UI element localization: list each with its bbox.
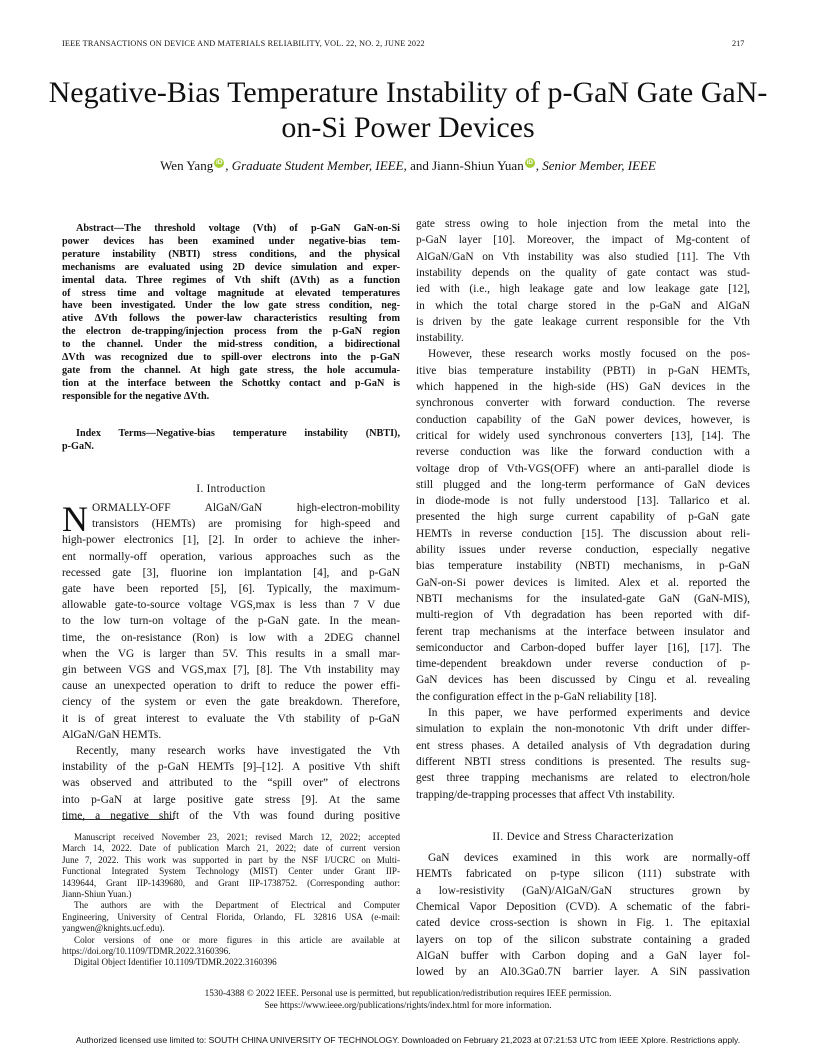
section-two-line: AlGaN buffer with Carbon doping and a GaN layer fol-	[416, 949, 750, 962]
intro-line: recessed gate [3], fluorine ion implantation [4], and p-GaN	[62, 566, 400, 579]
abstract-line: have been investigated. Under the low gate stress condition, neg-	[62, 300, 400, 312]
intro-line: to the low turn-on voltage of the p-GaN gate. In the mean-	[62, 615, 400, 628]
body-line: p-GaN layer [10]. Moreover, the impact of Mg-content of	[416, 234, 750, 247]
intro-line: was observed and attributed to the “spill over” of electrons	[62, 777, 400, 790]
body-line: in diode-mode is not fully understood [13]. Tallarico et al.	[416, 495, 750, 508]
body-line: in which the total charge stored in the p-GaN and AlGaN	[416, 299, 750, 312]
body-line: ied with (i.e., high leakage gate and low leakage gate [12],	[416, 283, 750, 296]
download-notice: Authorized licensed use limited to: SOUTH CHINA UNIVERSITY OF TECHNOLOGY. Downloaded on February 21,2023 at 07:21:53 UTC from IEEE Xplore. Restrictions apply.	[75, 1035, 741, 1045]
body-line: time-dependent breakdown under reverse conduction of p-	[416, 658, 750, 671]
body-line: ferent trap mechanisms at the interface between insulator and	[416, 625, 750, 638]
footnote-line: Engineering, University of Central Florida, Orlando, FL 32816 USA (e-mail:	[62, 911, 400, 922]
introduction-body	[62, 500, 400, 824]
footnote-line: Functional Integrated System Technology (MIST) Center under Grant IIP-	[62, 866, 400, 877]
section-numeral: II.	[492, 831, 504, 843]
author-line: Wen Yang iD , Graduate Student Member, IEEE, and Jiann-Shiun Yuan iD , Senior Member, IEEE	[160, 158, 656, 173]
abstract-line: to the channel. Under the mid-stress condition, a bidirectional	[62, 339, 400, 351]
abstract-line: imental data. Three regimes of Vth shift (ΔVth) as a function	[62, 274, 400, 286]
footnote-line: https://doi.org/10.1109/TDMR.2022.3160396.	[62, 946, 231, 956]
index-terms-line: Index Terms—Negative-bias temperature instability (NBTI),	[76, 428, 400, 439]
footnote-line: Digital Object Identifier 10.1109/TDMR.2022.3160396	[74, 957, 277, 968]
intro-line: it is of great interest to evaluate the Vth stability of p-GaN	[62, 712, 400, 725]
footnote-line: The authors are with the Department of Electrical and Computer	[74, 900, 400, 911]
intro-line: time, the on-resistance (Ron) is low with a 2DEG channel	[62, 631, 400, 644]
footnote-rule	[62, 819, 174, 820]
footnote-line: June 7, 2022. This work was supported in part by the NSF I/UCRC on Multi-	[62, 854, 400, 865]
section-two-line: Chemical Vapor Deposition (CVD). A schematic of the fabri-	[416, 900, 750, 913]
body-line: bias temperature instability (NBTI) mechanisms, in p-GaN	[416, 560, 750, 573]
body-line: NBTI mechanisms for the insulated-gate GaN (GaN-MIS),	[416, 592, 750, 605]
body-line: presented the high surge current capability of p-GaN gate	[416, 511, 750, 524]
orcid-icon[interactable]: iD	[215, 159, 223, 166]
section-two-body	[416, 850, 750, 980]
author-name: Jiann-Shiun Yuan	[432, 158, 524, 173]
author-joiner: , and	[403, 158, 433, 173]
section-numeral: I.	[196, 483, 204, 495]
section-two-line: a low-resistivity (GaN)/AlGaN/GaN structures grown by	[416, 884, 750, 897]
author-name: Wen Yang	[160, 158, 214, 173]
abstract-line: ΔVth was recognized due to spill-over electrons into the p-GaN	[62, 352, 400, 363]
body-line: still plugged and the long-term performance of GaN devices	[416, 478, 750, 491]
body-line: conduction capability of the GaN power devices, however, is	[416, 413, 750, 426]
abstract-line: Abstract—The threshold voltage (Vth) of p-GaN GaN-on-Si	[76, 223, 400, 234]
drop-cap: N	[62, 499, 88, 539]
abstract-line: ative ΔVth follows the power-law characteristics resulting from	[62, 313, 400, 325]
footnote-line: Jiann-Shiun Yuan.)	[62, 889, 132, 899]
footnote-line: 1439644, Grant IIP-1439680, and Grant IIP-1738752. (Corresponding author:	[62, 877, 400, 888]
section-title: Device and Stress Characterization	[506, 831, 674, 843]
page-number: 217	[732, 39, 745, 48]
body-line: simulation to explain the non-monotonic Vth drift under differ-	[416, 723, 750, 736]
intro-line: gate have been reported [5], [6]. Typically, the maximum-	[62, 583, 400, 595]
index-terms	[62, 428, 400, 454]
intro-line: allowable gate-to-source voltage VGS,max is less than 7 V due	[62, 599, 400, 612]
intro-line: ciency of the system or even the gate breakdown. Therefore,	[62, 696, 400, 709]
abstract-line: responsible for the negative ΔVth.	[62, 390, 210, 402]
body-line: voltage drop of Vth-VGS(OFF) where an anti-parallel diode is	[416, 462, 750, 475]
copyright-line: See https://www.ieee.org/publications/rights/index.html for more information.	[264, 999, 552, 1010]
section-title: Introduction	[206, 483, 266, 495]
body-line: GaN-on-Si power devices is limited. Alex et al. reported the	[416, 576, 750, 589]
section-two-line: lowed by an Al0.3Ga0.7N barrier layer. A SiN passivation	[416, 966, 750, 979]
body-line: instability depends on the quality of gate contact was stud-	[416, 266, 750, 279]
running-header: IEEE TRANSACTIONS ON DEVICE AND MATERIALS RELIABILITY, VOL. 22, NO. 2, JUNE 2022	[62, 39, 425, 48]
orcid-icon[interactable]: iD	[526, 159, 533, 166]
footnote-line: yangwen@knights.ucf.edu).	[62, 923, 165, 934]
body-line: In this paper, we have performed experiments and device	[428, 707, 750, 719]
copyright-line: 1530-4388 © 2022 IEEE. Personal use is permitted, but republication/redistribution requires IEEE permission.	[204, 988, 612, 998]
body-line: However, these research works mostly focused on the pos-	[428, 348, 750, 361]
abstract-line: gate from the channel. At high gate stress, the hole accumula-	[62, 364, 400, 376]
intro-line: into p-GaN at large positive gate stress [9]. At the same	[62, 793, 400, 806]
footnote	[62, 832, 400, 969]
body-line: reverse conduction was like the forward conduction with a	[416, 446, 750, 459]
body-line: synchronous converter with forward conduction. The reverse	[416, 397, 750, 410]
body-line: GaN devices has been discussed by Cingu et al. revealing	[416, 674, 750, 687]
body-line: HEMTs in reverse conduction [15]. The discussion about reli-	[416, 527, 750, 540]
section-two-line: layers on top of the silicon substrate containing a graded	[416, 933, 750, 946]
right-column-body	[416, 216, 750, 803]
intro-line: when the VG is larger than 5V. This results in a small mar-	[62, 647, 400, 660]
body-line: critical for widely used synchronous converters [13], [14]. The	[416, 429, 750, 442]
body-line: AlGaN/GaN on Vth instability was also studied [11]. The Vth	[416, 250, 750, 263]
footnote-line: Manuscript received November 23, 2021; revised March 12, 2022; accepted	[74, 832, 400, 842]
section-two-line: GaN devices examined in this work are normally-off	[428, 852, 750, 864]
intro-line: ent normally-off operation, various approaches such as the	[62, 550, 400, 563]
intro-line: gin between VGS and VGS,max [7], [8]. The Vth instability may	[62, 664, 400, 676]
intro-line: cause an unexpected operation to drift to reduce the power effi-	[62, 680, 400, 693]
paper-title: Negative-Bias Temperature Instability of p-GaN Gate GaN-on-Si Power Devices	[48, 76, 768, 144]
body-line: different NBTI stress conditions is presented. The results sug-	[416, 755, 750, 768]
abstract-line: the electron de-trapping/injection process from the p-GaN region	[62, 326, 400, 338]
body-line: semiconductor and Carbon-doped buffer layer [16], [17]. The	[416, 641, 750, 654]
body-line: ent stress phases. A detailed analysis of Vth degradation during	[416, 739, 750, 752]
intro-line: ORMALLY-OFF AlGaN/GaN high-electron-mobility	[92, 502, 400, 514]
abstract-line: mechanisms are evaluated using 2D device simulation and exper-	[62, 261, 400, 273]
intro-line: AlGaN/GaN HEMTs.	[62, 728, 162, 741]
author-affiliation-role: Senior Member, IEEE	[542, 158, 656, 173]
body-line: trapping/de-trapping processes that affect Vth instability.	[416, 788, 675, 801]
abstract-line: tion at the interface between the Schottky contact and p-GaN is	[62, 377, 400, 389]
intro-line: time, a negative shift of the Vth was found during positive	[62, 809, 400, 822]
footnote-line: Color versions of one or more figures in this article are available at	[74, 934, 400, 945]
abstract-line: perature instability (NBTI) stress conditions, and the physical	[62, 248, 400, 260]
section-two-line: HEMTs fabricated on p-type silicon (111) substrate with	[416, 868, 750, 881]
intro-line: transistors (HEMTs) are promising for high-speed and	[92, 518, 400, 531]
body-line: gest three trapping mechanisms are related to electron/hole	[416, 772, 750, 785]
body-line: ability issues under reverse conduction, especially negative	[416, 544, 750, 556]
body-line: instability.	[416, 332, 464, 345]
intro-line: high-power electronics [1], [2]. In order to achieve the inher-	[62, 534, 400, 547]
abstract	[62, 223, 400, 404]
body-line: multi-region of Vth degradation has been reported with dif-	[416, 609, 750, 622]
body-line: is driven by the gate leakage current responsible for the Vth	[416, 315, 750, 328]
copyright-notice	[40, 988, 776, 1011]
abstract-line: of stress time and voltage magnitude at elevated temperatures	[62, 287, 400, 299]
body-line: gate stress owing to hole injection from the metal into the	[416, 218, 750, 230]
footnote-line: March 14, 2022. Date of publication March 21, 2022; date of current version	[62, 843, 400, 854]
body-line: the configuration effect in the p-GaN reliability [18].	[416, 690, 657, 703]
body-line: which happened in the high-side (HS) GaN devices in the	[416, 381, 750, 393]
index-terms-line: p-GaN.	[62, 440, 94, 452]
intro-line: Recently, many research works have investigated the Vth	[76, 745, 400, 757]
section-heading	[416, 831, 750, 843]
section-two-line: cated device cross-section is shown in Fig. 1. The epitaxial	[416, 917, 750, 930]
section-heading	[62, 483, 400, 495]
author-affiliation-role: Graduate Student Member, IEEE	[231, 158, 404, 173]
body-line: itive bias temperature instability (PBTI) in p-GaN HEMTs,	[416, 364, 750, 377]
abstract-line: power devices has been examined under negative-bias tem-	[62, 235, 400, 247]
intro-line: instability of the p-GaN HEMTs [9]–[12]. A positive Vth shift	[62, 761, 400, 774]
